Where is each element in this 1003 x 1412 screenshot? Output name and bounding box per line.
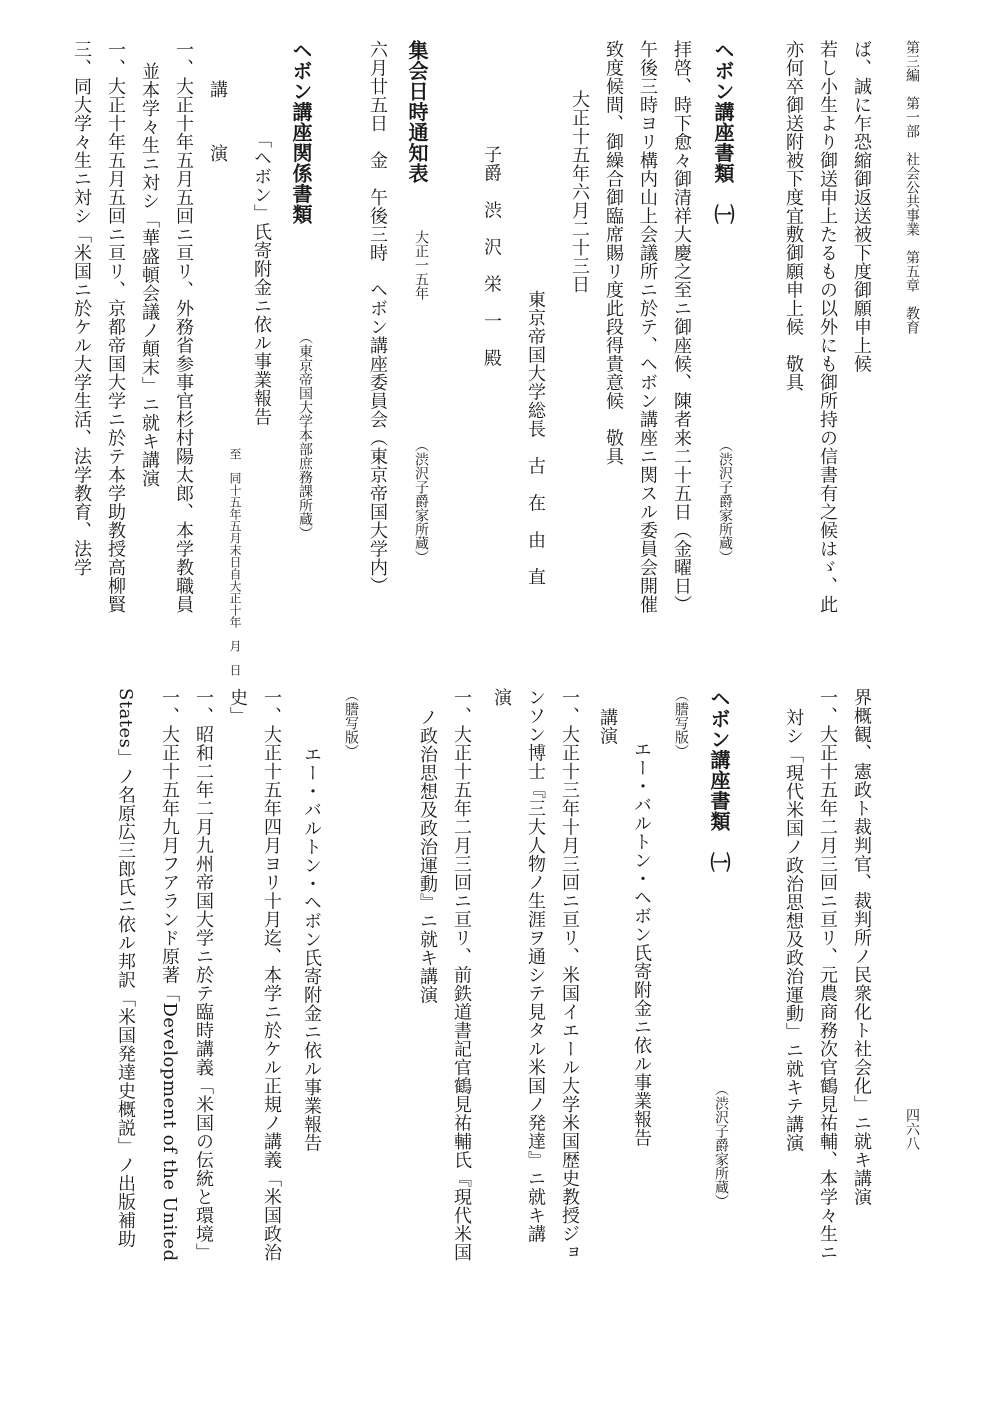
section-heading-hepburn-documents: ヘボン講座関係書類	[289, 40, 313, 225]
translation-item-text-cont: 」ノ名原広三郎氏ニ依ル邦訳「米国発達史概説」ノ出版補助	[115, 748, 136, 1248]
letter-line-2: 午後三時ヨリ構内山上会議所ニ於テ、ヘボン講座ニ関スル委員会開催	[637, 40, 658, 614]
lecture-item-1-cont: 並本学々生ニ対シ「華盛頓会議ノ顛末」ニ就キ講演	[139, 62, 160, 488]
running-title: 第三編 第一部 社会公共事業 第五章 教育	[904, 40, 920, 334]
print-format-note: （謄写版）	[343, 688, 359, 758]
report-period	[228, 448, 242, 676]
report-period-from: 自大正十年 月 日	[228, 568, 242, 676]
lecture-item-johnson-cont2: 演	[491, 688, 512, 707]
subheading-lectures: 講演	[597, 708, 618, 745]
letter-line-1: 拝啓、時下愈々御清祥大慶之至ニ御座候、陳者来二十五日（金曜日）	[671, 40, 692, 614]
bottom-col-2: 一、大正十五年二月三回ニ亘リ、元農商務次官鶴見祐輔、本学々生ニ	[817, 688, 838, 1262]
letter-recipient: 子爵 渋 沢 栄 一 殿	[481, 145, 502, 367]
report-title: エー・バルトン・ヘボン氏寄附金ニ依ル事業報告	[301, 745, 322, 1152]
source-note: （渋沢子爵家所蔵）	[717, 438, 733, 564]
meeting-notice-entry: 六月廿五日 金 午後三時 ヘボン講座委員会（東京帝国大学内）	[367, 40, 388, 595]
source-note: （渋沢子爵家所蔵）	[713, 1082, 729, 1208]
top-col-2: 若し小生より御送申上たるもの以外にも御所持の信書有之候はゞ、此	[817, 40, 838, 614]
letter-sender: 東京帝国大学総長 古 在 由 直	[525, 290, 546, 586]
report-title: エー・バルトン・ヘボン氏寄附金ニ依ル事業報告	[631, 740, 652, 1147]
letter-date: 大正十五年六月二十三日	[569, 90, 590, 294]
course-item-1: 一、大正十五年四月ヨリ十月迄、本学ニ於ケル正規ノ講義「米国政治	[261, 688, 282, 1262]
lecture-item-johnson-cont: ンソン博士『三大人物ノ生涯ヲ通シテ見タル米国ノ発達』ニ就キ講	[525, 688, 546, 1243]
section-heading-hepburn-1: ヘボン講座書類 ㈠	[711, 40, 735, 225]
lecture-item-1: 一、大正十年五月五回ニ亘リ、外務省参事官杉村陽太郎、本学教職員	[173, 40, 194, 614]
course-item-1-cont: 史」	[227, 688, 248, 725]
source-note: （渋沢子爵家所蔵）	[413, 438, 429, 564]
report-period-to: 至 同十五年五月末日	[228, 448, 242, 568]
bottom-col-1: 界概観、憲政ト裁判官、裁判所ノ民衆化ト社会化」ニ就キ講演	[851, 688, 872, 1206]
section-heading-hepburn-1-b: ヘボン講座書類 ㈠	[707, 688, 731, 873]
translation-item-text: 一、大正十五年九月フアランド原著「	[159, 688, 180, 1003]
meeting-notice-year: 大正一五年	[413, 230, 429, 300]
translation-item	[156, 688, 182, 1262]
translation-item-cont	[112, 688, 138, 1248]
section-heading-meeting-notice: 集会日時通知表	[405, 40, 429, 184]
top-col-1: ば、誠に乍恐縮御返送被下度御願申上候	[851, 40, 872, 373]
lecture-item-2-cont: 三、同大学々生ニ対シ「米国ニ於ケル大学生活、法学教育、法学	[71, 40, 92, 577]
page-number: 四六八	[904, 1108, 920, 1150]
lecture-item-2: 一、大正十年五月五回ニ亘リ、京都帝国大学ニ於テ本学助教授高柳賢	[105, 40, 126, 614]
top-col-3: 亦何卒御送附被下度宜敷御願申上候 敬具	[783, 40, 804, 392]
lecture-item-tsurumi-cont: ノ政治思想及政治運動』ニ就キ講演	[417, 708, 438, 1004]
letter-line-3: 致度候間、御繰合御臨席賜リ度此段得貴意候 敬具	[603, 40, 624, 466]
report-title: 「ヘボン」氏寄附金ニ依ル事業報告	[251, 130, 272, 426]
source-note: （東京帝国大学本部庶務課所蔵）	[297, 330, 313, 540]
course-item-2: 一、昭和二年二月九州帝国大学ニ於テ臨時講義「米国の伝統と環境」	[193, 688, 214, 1262]
bottom-col-3: 対シ「現代米国ノ政治思想及政治運動」ニ就キテ講演	[783, 708, 804, 1152]
translation-item-english-title: Development of the United	[159, 1002, 180, 1262]
subheading-lectures: 講 演	[207, 80, 228, 176]
print-format-note: （謄写版）	[673, 688, 689, 758]
lecture-item-johnson: 一、大正十三年十月三回ニ亘リ、米国イエール大学米国歴史教授ジョ	[559, 688, 580, 1262]
translation-item-english-title-end: States	[115, 688, 136, 749]
lecture-item-tsurumi: 一、大正十五年二月三回ニ亘リ、前鉄道書記官鶴見祐輔氏『現代米国	[451, 688, 472, 1262]
